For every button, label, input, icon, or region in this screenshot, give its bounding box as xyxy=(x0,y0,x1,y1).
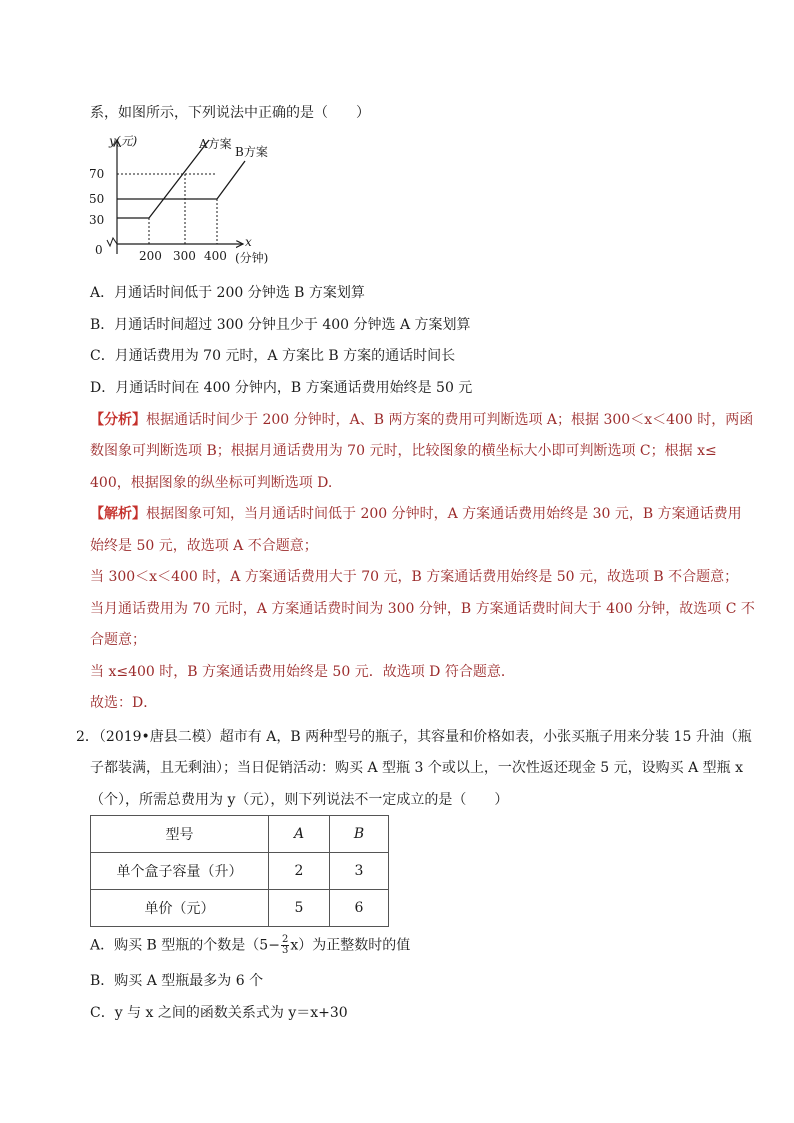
axis-break xyxy=(107,238,117,246)
x-axis-label: x xyxy=(245,235,252,249)
table-row xyxy=(91,816,389,853)
table-cell: 单个盒子容量（升） xyxy=(91,853,269,890)
analysis-line-3: 400，根据图象的纵坐标可判断选项 D. xyxy=(90,475,333,491)
solution-line-6: 当 x≤400 时，B 方案通话费用始终是 50 元．故选项 D 符合题意． xyxy=(90,664,515,680)
table-cell: 6 xyxy=(330,890,389,927)
table-cell: 型号 xyxy=(91,816,269,853)
table-cell: B xyxy=(330,816,389,853)
line-b-label: B方案 xyxy=(235,145,268,159)
table-cell: 2 xyxy=(269,853,330,890)
x-unit-label: (分钟) xyxy=(235,251,269,265)
table-cell: 5 xyxy=(269,890,330,927)
analysis-tag: 【分析】 xyxy=(90,412,146,428)
table-cell: 3 xyxy=(330,853,389,890)
q1-option-d: D．月通话时间在 400 分钟内，B 方案通话费用始终是 50 元 xyxy=(90,380,473,396)
solution-line-5: 合题意； xyxy=(90,632,146,648)
q2-option-a: A．购买 B 型瓶的个数是（5− $\frac{2}{3}$ x）为正整数时的值 xyxy=(90,934,411,956)
solution-tag: 【解析】 xyxy=(90,506,146,522)
analysis-line-2: 数图象可判断选项 B；根据月通话费用为 70 元时，比较图象的横坐标大小即可判断选项 C；根据 x≤ xyxy=(90,443,717,459)
table-row xyxy=(91,890,389,927)
bottle-spec-table xyxy=(90,815,389,927)
line-a-label: A方案 xyxy=(199,137,232,151)
x-tick-200: 200 xyxy=(139,249,162,263)
q1-option-b: B．月通话时间超过 300 分钟且少于 400 分钟选 A 方案划算 xyxy=(90,317,471,333)
origin-label: 0 xyxy=(95,243,103,257)
analysis-line-1: 【分析】根据通话时间少于 200 分钟时，A、B 两方案的费用可判断选项 A；根据 300＜x＜400 时，两函 xyxy=(90,412,754,428)
q1-option-a: A．月通话时间低于 200 分钟选 B 方案划算 xyxy=(90,285,365,301)
fraction: $\frac{2}{3}$ xyxy=(281,934,289,956)
table-cell: A xyxy=(269,816,330,853)
x-tick-400: 400 xyxy=(204,249,227,263)
q2-option-b: B．购买 A 型瓶最多为 6 个 xyxy=(90,973,264,989)
x-tick-300: 300 xyxy=(173,249,196,263)
line-b xyxy=(117,161,245,199)
cost-graph xyxy=(85,132,305,272)
q2-line-2: 子都装满，且无剩油）；当日促销活动：购买 A 型瓶 3 个或以上，一次性返还现金 5 元，设购买 A 型瓶 x xyxy=(90,760,743,776)
y-tick-30: 30 xyxy=(89,213,105,227)
y-axis-label: y(元) xyxy=(109,134,138,148)
solution-line-2: 始终是 50 元，故选项 A 不合题意； xyxy=(90,538,318,554)
q2-line-3: （个），所需总费用为 y（元），则下列说法不一定成立的是（ ） xyxy=(90,792,509,808)
q2-option-c: C．y 与 x 之间的函数关系式为 y＝x+30 xyxy=(90,1005,348,1021)
solution-line-1: 【解析】根据图象可知，当月通话时间低于 200 分钟时，A 方案通话费用始终是 30 元，B 方案通话费用 xyxy=(90,506,742,522)
y-tick-70: 70 xyxy=(89,167,105,181)
table-row xyxy=(91,853,389,890)
q2-line-1: 2．（2019•唐县二模）超市有 A，B 两种型号的瓶子，其容量和价格如表，小张买瓶子用来分装 15 升油（瓶 xyxy=(76,729,752,745)
solution-line-7: 故选：D． xyxy=(90,695,158,711)
line-a xyxy=(117,140,209,218)
q1-option-c: C．月通话费用为 70 元时，A 方案比 B 方案的通话时间长 xyxy=(90,348,456,364)
solution-line-4: 当月通话费用为 70 元时，A 方案通话费时间为 300 分钟，B 方案通话费时间大于 400 分钟，故选项 C 不 xyxy=(90,601,755,617)
table-cell: 单价（元） xyxy=(91,890,269,927)
intro-line: 系，如图所示，下列说法中正确的是（ ） xyxy=(90,105,370,121)
y-tick-50: 50 xyxy=(89,192,105,206)
solution-line-3: 当 300＜x＜400 时，A 方案通话费用大于 70 元，B 方案通话费用始终是 50 元，故选项 B 不合题意； xyxy=(90,569,739,585)
